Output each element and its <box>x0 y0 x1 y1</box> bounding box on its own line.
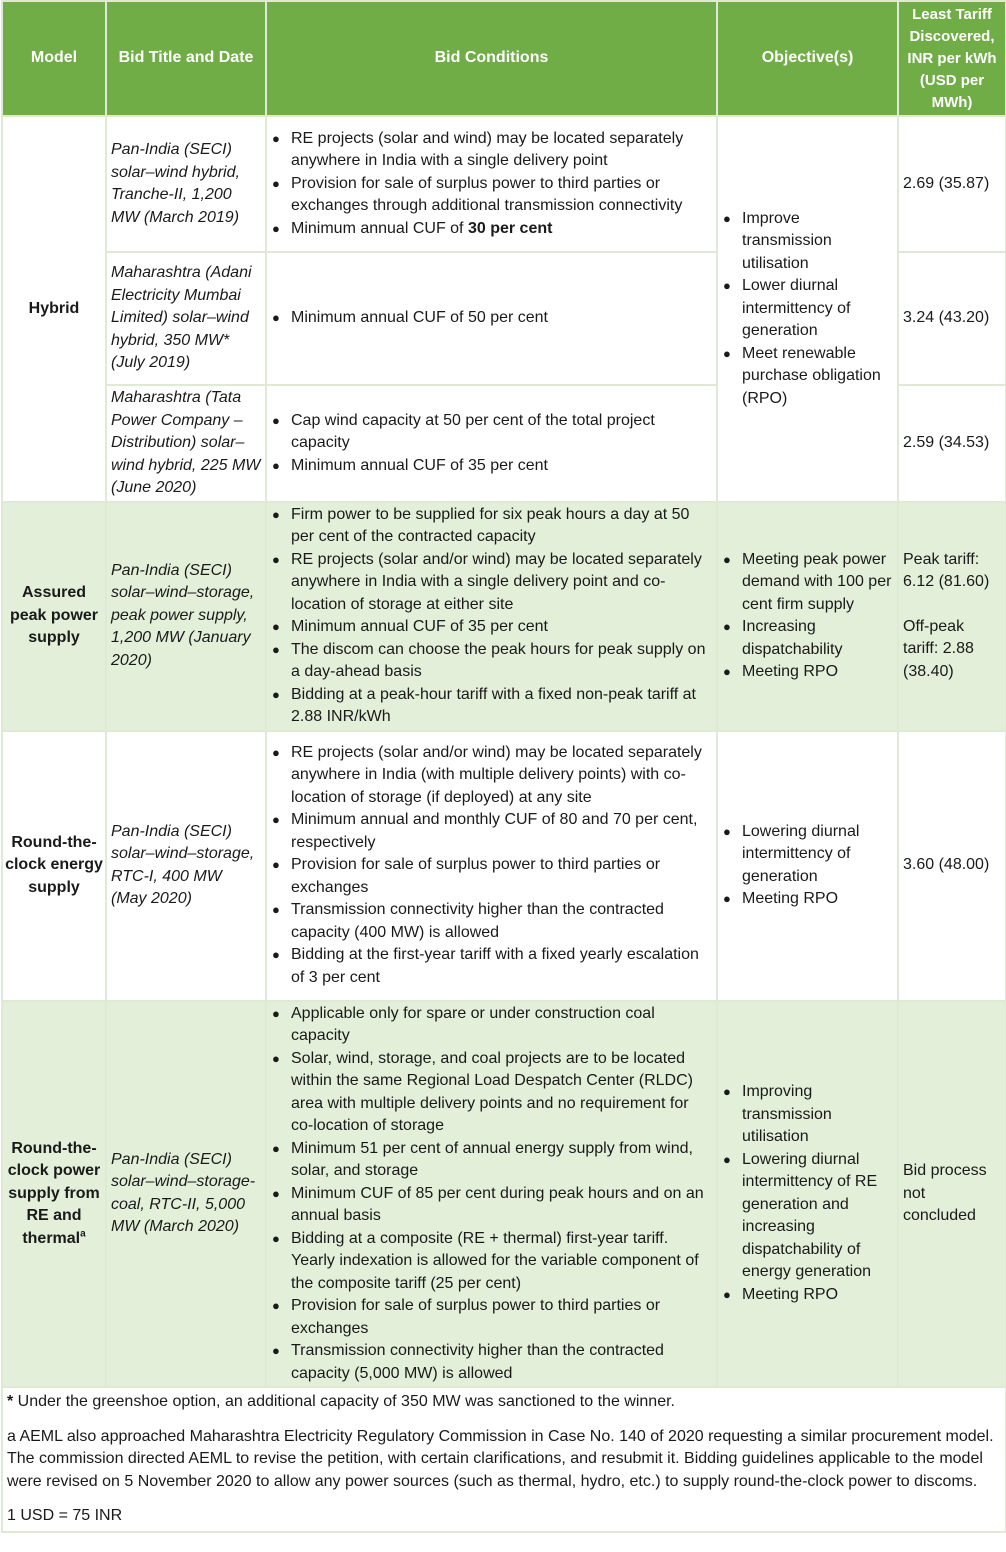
bid-conditions-cell <box>266 252 717 385</box>
tariff-cell: 2.69 (35.87) <box>898 116 1006 252</box>
header-model: Model <box>2 1 106 116</box>
bid-title-cell: Pan-India (SECI) solar–wind–storage, RTC-I, 400 MW (May 2020) <box>106 731 266 1001</box>
header-least-tariff: Least Tariff Discovered, INR per kWh (USD per MWh) <box>898 1 1006 116</box>
tariff-cell: 2.59 (34.53) <box>898 385 1006 502</box>
bid-title-cell: Pan-India (SECI) solar–wind–storage, peak power supply, 1,200 MW (January 2020) <box>106 502 266 731</box>
bid-conditions-cell <box>266 1001 717 1388</box>
table-row <box>2 731 1006 1001</box>
bid-conditions-cell <box>266 731 717 1001</box>
objective-item: ● Lowering diurnal intermittency of generation <box>722 821 893 889</box>
condition-item: ● Provision for sale of surplus power to third parties or exchanges <box>271 854 712 899</box>
bid-title-cell: Pan-India (SECI) solar–wind–storage-coal, RTC-II, 5,000 MW (March 2020) <box>106 1001 266 1388</box>
condition-item: ● Provision for sale of surplus power to third parties or exchanges <box>271 1295 712 1340</box>
table-row <box>2 1001 1006 1388</box>
condition-item: ● RE projects (solar and wind) may be located separately anywhere in India with a single delivery point <box>271 128 712 173</box>
header-bid-title: Bid Title and Date <box>106 1 266 116</box>
condition-item: ● Minimum annual and monthly CUF of 80 and 70 per cent, respectively <box>271 809 712 854</box>
model-cell-rtc2 <box>2 1001 106 1388</box>
model-cell-peak: Assured peak power supply <box>2 502 106 731</box>
objectives-cell <box>717 731 898 1001</box>
objectives-cell-hybrid <box>717 116 898 502</box>
objective-item: ● Improving transmission utilisation <box>722 1081 893 1149</box>
bid-title-cell: Maharashtra (Tata Power Company – Distribution) solar–wind hybrid, 225 MW (June 2020) <box>106 385 266 502</box>
footnote-marker: a <box>80 1228 86 1240</box>
greenshoe-note <box>7 1391 1001 1414</box>
bid-comparison-table <box>1 0 1006 1533</box>
objective-item: ● Improve transmission utilisation <box>722 208 893 276</box>
table-row <box>2 502 1006 731</box>
tariff-cell <box>898 502 1006 731</box>
objective-item: ● Meeting RPO <box>722 888 893 911</box>
objective-item: ● Lowering diurnal intermittency of RE generation and increasing dispatchability of energy generation <box>722 1149 893 1284</box>
notes-row <box>2 1387 1006 1532</box>
condition-item: ● Transmission connectivity higher than the contracted capacity (400 MW) is allowed <box>271 899 712 944</box>
model-cell-hybrid: Hybrid <box>2 116 106 502</box>
condition-item: ● Applicable only for spare or under construction coal capacity <box>271 1003 712 1048</box>
condition-item: ● Cap wind capacity at 50 per cent of the total project capacity <box>271 410 712 455</box>
table-header-row <box>2 1 1006 116</box>
condition-item: ● RE projects (solar and/or wind) may be located separately anywhere in India with a single delivery point and co-location of storage at either site <box>271 549 712 617</box>
table-row <box>2 116 1006 252</box>
objective-item: ● Increasing dispatchability <box>722 616 893 661</box>
objectives-cell <box>717 502 898 731</box>
header-bid-conditions: Bid Conditions <box>266 1 717 116</box>
condition-item: ● RE projects (solar and/or wind) may be located separately anywhere in India (with multiple delivery points) with co-location of storage (if deployed) at any site <box>271 742 712 810</box>
objective-item: ● Meeting peak power demand with 100 per cent firm supply <box>722 549 893 617</box>
bid-conditions-cell <box>266 502 717 731</box>
condition-item: ● Minimum CUF of 85 per cent during peak hours and on an annual basis <box>271 1183 712 1228</box>
condition-item: ● The discom can choose the peak hours for peak supply on a day-ahead basis <box>271 639 712 684</box>
greenshoe-text: Under the greenshoe option, an additional capacity of 350 MW was sanctioned to the winner. <box>13 1393 675 1410</box>
asterisk-mark: * <box>7 1393 14 1410</box>
condition-item: ● Solar, wind, storage, and coal projects are to be located within the same Regional Load Despatch Center (RLDC) area with multiple delivery points and no requirement for co-location of storage <box>271 1048 712 1138</box>
condition-item: ● Bidding at the first-year tariff with a fixed yearly escalation of 3 per cent <box>271 944 712 989</box>
tariff-cell: 3.60 (48.00) <box>898 731 1006 1001</box>
objective-item: ● Meeting RPO <box>722 661 893 684</box>
model-cell-rtc1: Round-the-clock energy supply <box>2 731 106 1001</box>
objectives-cell <box>717 1001 898 1388</box>
bid-title-cell: Pan-India (SECI) solar–wind hybrid, Tranche-II, 1,200 MW (March 2019) <box>106 116 266 252</box>
condition-item: ● Bidding at a composite (RE + thermal) first-year tariff. Yearly indexation is allowed for the variable component of the composite tariff (25 per cent) <box>271 1228 712 1296</box>
objective-item: ● Meeting RPO <box>722 1284 893 1307</box>
header-objectives: Objective(s) <box>717 1 898 116</box>
objective-item: ● Meet renewable purchase obligation (RPO) <box>722 343 893 411</box>
bid-conditions-cell <box>266 385 717 502</box>
peak-tariff: Peak tariff: 6.12 (81.60) <box>903 550 990 591</box>
condition-item: ● Bidding at a peak-hour tariff with a fixed non-peak tariff at 2.88 INR/kWh <box>271 684 712 729</box>
offpeak-tariff: Off-peak tariff: 2.88 (38.40) <box>903 617 974 680</box>
condition-item: ● Firm power to be supplied for six peak hours a day at 50 per cent of the contracted capacity <box>271 504 712 549</box>
condition-text: Minimum annual CUF of <box>291 219 468 237</box>
condition-item <box>271 218 712 241</box>
condition-emphasis: 30 per cent <box>467 219 553 237</box>
condition-item: ● Provision for sale of surplus power to third parties or exchanges through additional transmission connectivity <box>271 173 712 218</box>
tariff-cell: 3.24 (43.20) <box>898 252 1006 385</box>
notes-cell <box>2 1387 1006 1532</box>
condition-item: ● Minimum annual CUF of 35 per cent <box>271 455 712 478</box>
footnote-a: a AEML also approached Maharashtra Electricity Regulatory Commission in Case No. 140 of 2020 requesting a similar procurement model. The commission directed AEML to revise the petition, with certain clarifications, and resubmit it. Bidding guidelines applicable to the model were revised on 5 November 2020 to allow any power sources (such as thermal, hydro, etc.) to supply round-the-clock power to discoms. <box>7 1427 994 1490</box>
bid-conditions-cell <box>266 116 717 252</box>
condition-item: ● Transmission connectivity higher than the contracted capacity (5,000 MW) is allowed <box>271 1340 712 1385</box>
condition-item: ● Minimum annual CUF of 50 per cent <box>271 307 712 330</box>
bid-title-cell: Maharashtra (Adani Electricity Mumbai Limited) solar–wind hybrid, 350 MW* (July 2019) <box>106 252 266 385</box>
exchange-rate-note: 1 USD = 75 INR <box>7 1507 123 1524</box>
objective-item: ● Lower diurnal intermittency of generation <box>722 275 893 343</box>
condition-item: ● Minimum annual CUF of 35 per cent <box>271 616 712 639</box>
model-label: Round-the-clock power supply from RE and thermal <box>7 1139 101 1247</box>
condition-item: ● Minimum 51 per cent of annual energy supply from wind, solar, and storage <box>271 1138 712 1183</box>
tariff-cell: Bid process not concluded <box>898 1001 1006 1388</box>
